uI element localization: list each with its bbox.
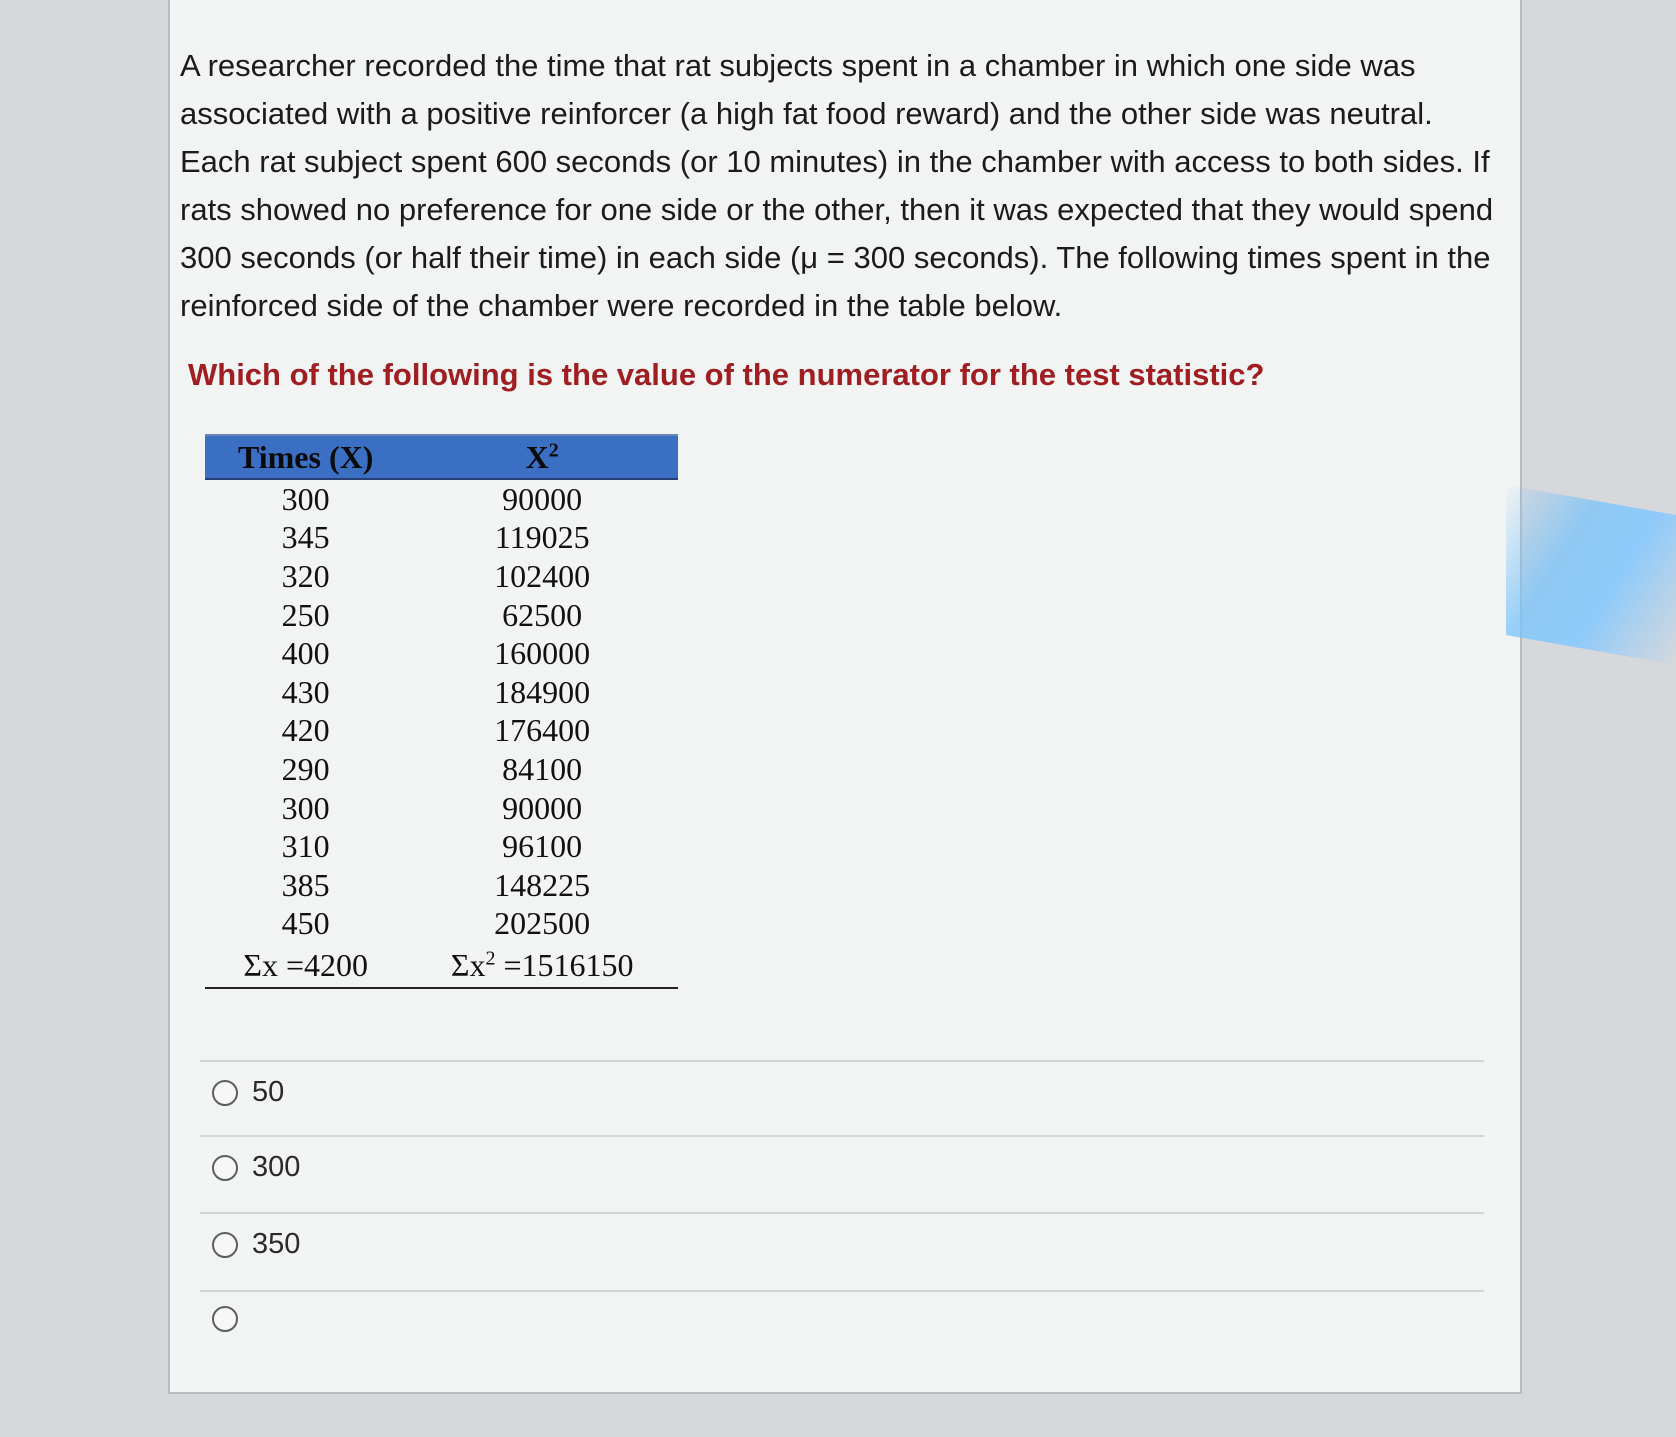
- cell-time-squared: 84100: [502, 750, 583, 787]
- radio-button-icon[interactable]: [212, 1306, 238, 1332]
- radio-button-icon[interactable]: [212, 1080, 238, 1106]
- table-body: [205, 479, 678, 943]
- cell-time-squared: 202500: [494, 905, 591, 942]
- cell-time: 345: [281, 519, 330, 556]
- cell-time-squared: 119025: [494, 519, 590, 556]
- header-x-label: X: [525, 438, 549, 475]
- cell-time: 250: [281, 596, 330, 633]
- cell-time-squared: 96100: [502, 828, 583, 865]
- total-x2-superscript: 2: [485, 946, 496, 969]
- option-divider: [200, 1060, 1484, 1062]
- cell-time: 320: [281, 557, 330, 594]
- cell-time: 420: [281, 712, 330, 749]
- radio-button-icon[interactable]: [212, 1155, 238, 1181]
- table-row: [205, 557, 678, 596]
- screen-glare: [1506, 485, 1676, 665]
- option-divider: [200, 1290, 1484, 1292]
- cell-time: 310: [281, 828, 330, 865]
- table-row: [205, 634, 678, 673]
- table-row: [205, 827, 678, 866]
- table-total-row: [205, 943, 678, 988]
- table-row: [205, 866, 678, 905]
- table-row: [205, 712, 678, 751]
- question-prompt: A researcher recorded the time that rat subjects spent in a chamber in which one side was associated with a positive reinforcer (a high fat food reward) and the other side was neutral. Each rat subject spent 600 seconds (or 10 minutes) in the chamber with access to both sides. If rats showed no preference for one side or the other, then it was expected that they would spend 300 seconds (or half their time) in each side (μ = 300 seconds). The following times spent in the reinforced side of the chamber were recorded in the table below.: [180, 48, 1494, 323]
- header-x-squared: [406, 435, 678, 479]
- cell-time-squared: 62500: [502, 596, 583, 633]
- cell-time-squared: 102400: [494, 557, 591, 594]
- radio-button-icon[interactable]: [212, 1232, 238, 1258]
- table-row: [205, 596, 678, 635]
- table-row: [205, 750, 678, 789]
- header-times-x: Times (X): [205, 435, 406, 479]
- table-row: [205, 519, 678, 558]
- cell-time: 430: [281, 673, 330, 710]
- option-a[interactable]: [212, 1076, 284, 1109]
- cell-time: 300: [281, 480, 330, 517]
- total-x: Σx =4200: [205, 943, 406, 988]
- data-table: [205, 434, 678, 989]
- cell-time: 385: [281, 866, 330, 903]
- option-label: 350: [252, 1228, 301, 1260]
- table-row: [205, 673, 678, 712]
- cell-time-squared: 90000: [502, 789, 583, 826]
- cell-time: 290: [281, 750, 330, 787]
- table-row: [205, 479, 678, 519]
- option-d[interactable]: [212, 1306, 252, 1332]
- option-b[interactable]: [212, 1151, 300, 1184]
- cell-time-squared: 90000: [502, 480, 583, 517]
- cell-time: 400: [281, 635, 330, 672]
- total-x2-prefix: Σx: [450, 946, 486, 983]
- option-divider: [200, 1135, 1484, 1137]
- cell-time: 300: [281, 789, 330, 826]
- cell-time: 450: [281, 905, 330, 942]
- total-x-squared: [406, 943, 678, 988]
- table-row: [205, 789, 678, 828]
- header-x-superscript: 2: [548, 438, 559, 461]
- total-x2-value: =1516150: [495, 946, 634, 983]
- table-row: [205, 905, 678, 944]
- option-label: 50: [252, 1076, 285, 1108]
- question-text: Which of the following is the value of the numerator for the test statistic?: [188, 357, 1265, 392]
- cell-time-squared: 176400: [494, 712, 591, 749]
- option-c[interactable]: [212, 1228, 300, 1261]
- table-header-row: [205, 435, 678, 479]
- cell-time-squared: 148225: [494, 866, 591, 903]
- cell-time-squared: 160000: [494, 635, 591, 672]
- option-divider: [200, 1212, 1484, 1214]
- option-label: 300: [252, 1151, 301, 1183]
- cell-time-squared: 184900: [494, 673, 591, 710]
